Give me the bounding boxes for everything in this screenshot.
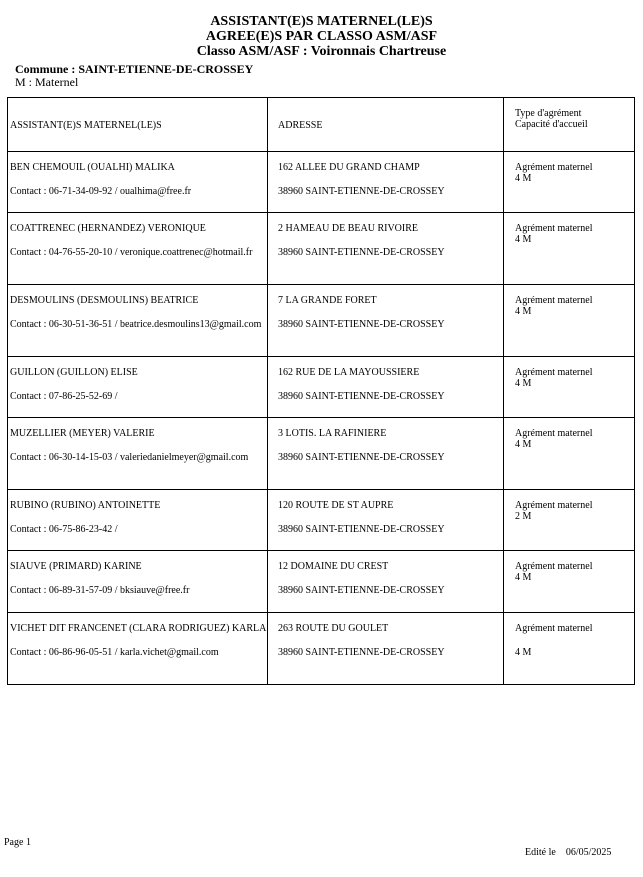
edited-date [525, 847, 611, 858]
assistant-cell [8, 490, 268, 551]
address-street: 263 ROUTE DU GOULET [278, 623, 389, 634]
address-city: 38960 SAINT-ETIENNE-DE-CROSSEY [278, 247, 445, 258]
assistant-cell [8, 285, 268, 357]
page-number: Page 1 [4, 837, 31, 848]
address-city: 38960 SAINT-ETIENNE-DE-CROSSEY [278, 524, 445, 535]
document-title [0, 14, 643, 59]
agrement-type: Agrément maternel [515, 561, 593, 572]
title-line-3: Classo ASM/ASF : Voironnais Chartreuse [196, 44, 447, 59]
mode-legend: M : Maternel [15, 75, 79, 89]
table-row [8, 551, 635, 613]
capacite: 4 M [515, 439, 532, 450]
title-line-2: AGREE(E)S PAR CLASSO ASM/ASF [205, 29, 438, 44]
address-street: 3 LOTIS. LA RAFINIERE [278, 428, 387, 439]
agrement-type: Agrément maternel [515, 295, 593, 306]
assistant-cell [8, 152, 268, 213]
type-cell [504, 213, 635, 285]
address-street: 162 ALLEE DU GRAND CHAMP [278, 162, 420, 173]
capacite: 4 M [515, 572, 532, 583]
assistant-name: MUZELLIER (MEYER) VALERIE [10, 428, 155, 439]
assistant-cell [8, 213, 268, 285]
address-street: 12 DOMAINE DU CREST [278, 561, 389, 572]
assistant-contact: Contact : 06-71-34-09-92 / oualhima@free.fr [10, 186, 192, 197]
assistant-name: DESMOULINS (DESMOULINS) BEATRICE [10, 295, 199, 306]
commune-label: Commune : SAINT-ETIENNE-DE-CROSSEY [15, 62, 254, 76]
address-cell [268, 490, 504, 551]
header-assistant: ASSISTANT(E)S MATERNEL(LE)S [8, 98, 268, 152]
address-street: 7 LA GRANDE FORET [278, 295, 377, 306]
address-cell [268, 285, 504, 357]
type-cell [504, 285, 635, 357]
capacite: 4 M [515, 378, 532, 389]
assistant-name: GUILLON (GUILLON) ELISE [10, 367, 138, 378]
table-row [8, 418, 635, 490]
address-city: 38960 SAINT-ETIENNE-DE-CROSSEY [278, 319, 445, 330]
assistant-cell [8, 613, 268, 685]
type-cell [504, 357, 635, 418]
address-cell [268, 357, 504, 418]
address-city: 38960 SAINT-ETIENNE-DE-CROSSEY [278, 391, 445, 402]
address-cell [268, 213, 504, 285]
type-cell [504, 418, 635, 490]
agrement-type: Agrément maternel [515, 500, 593, 511]
assistant-contact: Contact : 07-86-25-52-69 / [10, 391, 118, 402]
capacite: 4 M [515, 173, 532, 184]
capacite: 4 M [515, 306, 532, 317]
address-street: 120 ROUTE DE ST AUPRE [278, 500, 394, 511]
assistant-contact: Contact : 06-75-86-23-42 / [10, 524, 118, 535]
edited-date-value: 06/05/2025 [565, 847, 612, 858]
capacite: 4 M [515, 234, 532, 245]
assistant-name: COATTRENEC (HERNANDEZ) VERONIQUE [10, 223, 206, 234]
address-cell [268, 551, 504, 613]
type-cell [504, 152, 635, 213]
assistant-contact: Contact : 06-89-31-57-09 / bksiauve@free.fr [10, 585, 190, 596]
assistant-contact: Contact : 06-86-96-05-51 / karla.vichet@gmail.com [10, 647, 219, 658]
table-row [8, 357, 635, 418]
assistant-name: BEN CHEMOUIL (OUALHI) MALIKA [10, 162, 175, 173]
type-cell [504, 613, 635, 685]
assistant-name: SIAUVE (PRIMARD) KARINE [10, 561, 142, 572]
header-type-line-1: Type d'agrément [515, 108, 582, 119]
table-header-row [8, 98, 635, 152]
agrement-type: Agrément maternel [515, 367, 593, 378]
agrement-type: Agrément maternel [515, 623, 593, 634]
type-cell [504, 551, 635, 613]
agrement-type: Agrément maternel [515, 223, 593, 234]
assistant-name: VICHET DIT FRANCENET (CLARA RODRIGUEZ) KARLA [10, 623, 267, 634]
assistant-contact: Contact : 06-30-14-15-03 / valeriedanielmeyer@gmail.com [10, 452, 249, 463]
address-cell [268, 418, 504, 490]
assistant-cell [8, 418, 268, 490]
table-row [8, 490, 635, 551]
agrement-type: Agrément maternel [515, 162, 593, 173]
assistant-contact: Contact : 06-30-51-36-51 / beatrice.desmoulins13@gmail.com [10, 319, 262, 330]
table-row [8, 613, 635, 685]
assistants-table [7, 97, 635, 685]
type-cell [504, 490, 635, 551]
header-adresse: ADRESSE [268, 98, 504, 152]
address-city: 38960 SAINT-ETIENNE-DE-CROSSEY [278, 585, 445, 596]
address-city: 38960 SAINT-ETIENNE-DE-CROSSEY [278, 647, 445, 658]
table-row [8, 152, 635, 213]
address-street: 2 HAMEAU DE BEAU RIVOIRE [278, 223, 418, 234]
assistant-name: RUBINO (RUBINO) ANTOINETTE [10, 500, 161, 511]
assistant-cell [8, 551, 268, 613]
header-type-line-2: Capacité d'accueil [515, 119, 588, 130]
address-city: 38960 SAINT-ETIENNE-DE-CROSSEY [278, 186, 445, 197]
edited-label: Edité le [525, 847, 556, 858]
table-row [8, 213, 635, 285]
address-cell [268, 613, 504, 685]
agrement-type: Agrément maternel [515, 428, 593, 439]
assistant-cell [8, 357, 268, 418]
address-cell [268, 152, 504, 213]
assistant-contact: Contact : 04-76-55-20-10 / veronique.coattrenec@hotmail.fr [10, 247, 253, 258]
header-type [504, 98, 635, 152]
table-row [8, 285, 635, 357]
capacite: 2 M [515, 511, 532, 522]
address-street: 162 RUE DE LA MAYOUSSIERE [278, 367, 420, 378]
capacite: 4 M [515, 647, 532, 658]
title-line-1: ASSISTANT(E)S MATERNEL(LE)S [210, 14, 433, 29]
address-city: 38960 SAINT-ETIENNE-DE-CROSSEY [278, 452, 445, 463]
